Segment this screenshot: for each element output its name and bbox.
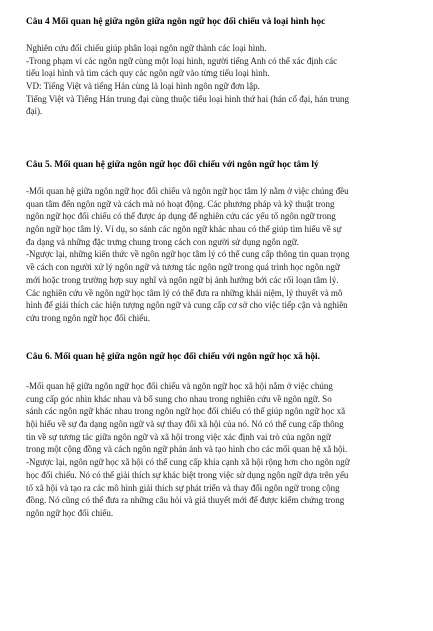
- text-line: cứu trong ngôn ngữ học đối chiếu.: [26, 312, 150, 323]
- section-6-body: [26, 380, 414, 520]
- section-6-heading: Câu 6. Mối quan hệ giữa ngôn ngữ học đối chiếu với ngôn ngữ học xã hội.: [26, 352, 321, 362]
- text-line: Tiếng Việt và Tiếng Hán trung đại cùng thuộc tiểu loại hình thứ hai (hán cổ đại, hán trung: [26, 93, 350, 104]
- text-line: -Trong phạm vi các ngôn ngữ cùng một loại hình, người tiếng Anh có thể xác định các: [26, 55, 338, 66]
- text-line: đại).: [26, 106, 43, 117]
- text-line: về cách con người xử lý ngôn ngữ và tương tác ngôn ngữ trong quá trình học ngôn ngữ: [26, 262, 340, 273]
- text-line: hình để giải thích các hiện tượng ngôn ngữ và cung cấp cơ sở cho việc tiếp cận và nghiên: [26, 300, 348, 311]
- text-line: tố xã hội và tạo ra các mô hình giải thích sự phát triển và thay đổi ngôn ngữ trong cộng: [26, 482, 340, 493]
- text-line: -Ngược lại, ngôn ngữ học xã hội có thể cung cấp khía cạnh xã hội rộng hơn cho ngôn ngữ: [26, 457, 350, 468]
- text-line: trong một cộng đồng và cách ngôn ngữ phản ánh và tạo hình cho các mối quan hệ xã hội.: [26, 444, 348, 455]
- text-line: Các nghiên cứu về ngôn ngữ học tâm lý có thể đưa ra những khái niệm, lý thuyết và mô: [26, 287, 343, 298]
- text-line: -Ngược lại, những kiến thức về ngôn ngữ học tâm lý có thể cung cấp thông tin quan trọng: [26, 249, 350, 260]
- section-5-heading: Câu 5. Mối quan hệ giữa ngôn ngữ học đối chiếu với ngôn ngữ học tâm lý: [26, 160, 319, 170]
- section-4-body: [26, 42, 414, 118]
- text-line: -Mối quan hệ giữa ngôn ngữ học đối chiếu và ngôn ngữ học tâm lý nằm ở việc chúng đều: [26, 186, 349, 196]
- text-line: quan tâm đến ngôn ngữ và cách mà nó hoạt động. Các phương pháp và kỹ thuật trong: [26, 198, 335, 209]
- text-line: VD: Tiếng Việt và tiếng Hán cùng là loại hình ngôn ngữ đơn lập.: [26, 81, 260, 92]
- text-line: cung cấp góc nhìn khác nhau và bổ sung cho nhau trong nghiên cứu về ngôn ngữ. So: [26, 393, 332, 404]
- text-line: đa dạng và những đặc trưng chung trong cách con người sử dụng ngôn ngữ.: [26, 236, 299, 247]
- text-line: ngôn ngữ học đối chiếu.: [26, 507, 114, 518]
- text-line: đồng. Nó cũng có thể đưa ra những câu hỏi và giả thuyết mới để được kiểm chứng trong: [26, 495, 345, 506]
- text-line: -Mối quan hệ giữa ngôn ngữ học đối chiếu và ngôn ngữ học xã hội nằm ở việc chúng: [26, 381, 333, 391]
- text-line: sánh các ngôn ngữ khác nhau trong ngôn ngữ học đối chiếu có thể giúp ngôn ngữ học xã: [26, 406, 346, 417]
- text-line: ngôn ngữ học tâm lý. Ví dụ, so sánh các ngôn ngữ khác nhau có thể giúp tìm hiểu về sự: [26, 224, 342, 235]
- section-4-heading: Câu 4 Mối quan hệ giữa ngôn giữa ngôn ngữ học đối chiếu và loại hình học: [26, 17, 326, 27]
- text-line: Nghiên cứu đối chiếu giúp phân loại ngôn ngữ thành các loại hình.: [26, 43, 267, 53]
- text-line: ngôn ngữ học đối chiếu có thể được áp dụng để nghiên cứu các yếu tố ngôn ngữ trong: [26, 211, 336, 222]
- text-line: tin về sự tương tác giữa ngôn ngữ và xã hội trong việc xác định vai trò của ngôn ngữ: [26, 431, 331, 442]
- text-line: học đối chiếu. Nó có thể giải thích sự khác biệt trong việc sử dụng ngôn ngữ dựa trên yếu: [26, 469, 349, 480]
- text-line: hội hiểu về sự đa dạng ngôn ngữ và sự thay đổi xã hội của nó. Nó có thể cung cấp thông: [26, 419, 344, 430]
- section-5-body: [26, 185, 414, 325]
- text-line: tiểu loại hình và tìm cách quy các ngôn ngữ vào từng tiểu loại hình.: [26, 68, 270, 79]
- text-line: mới hoặc trong trường hợp suy nghĩ và ngôn ngữ bị ảnh hưởng bởi các rối loạn tâm lý.: [26, 274, 339, 285]
